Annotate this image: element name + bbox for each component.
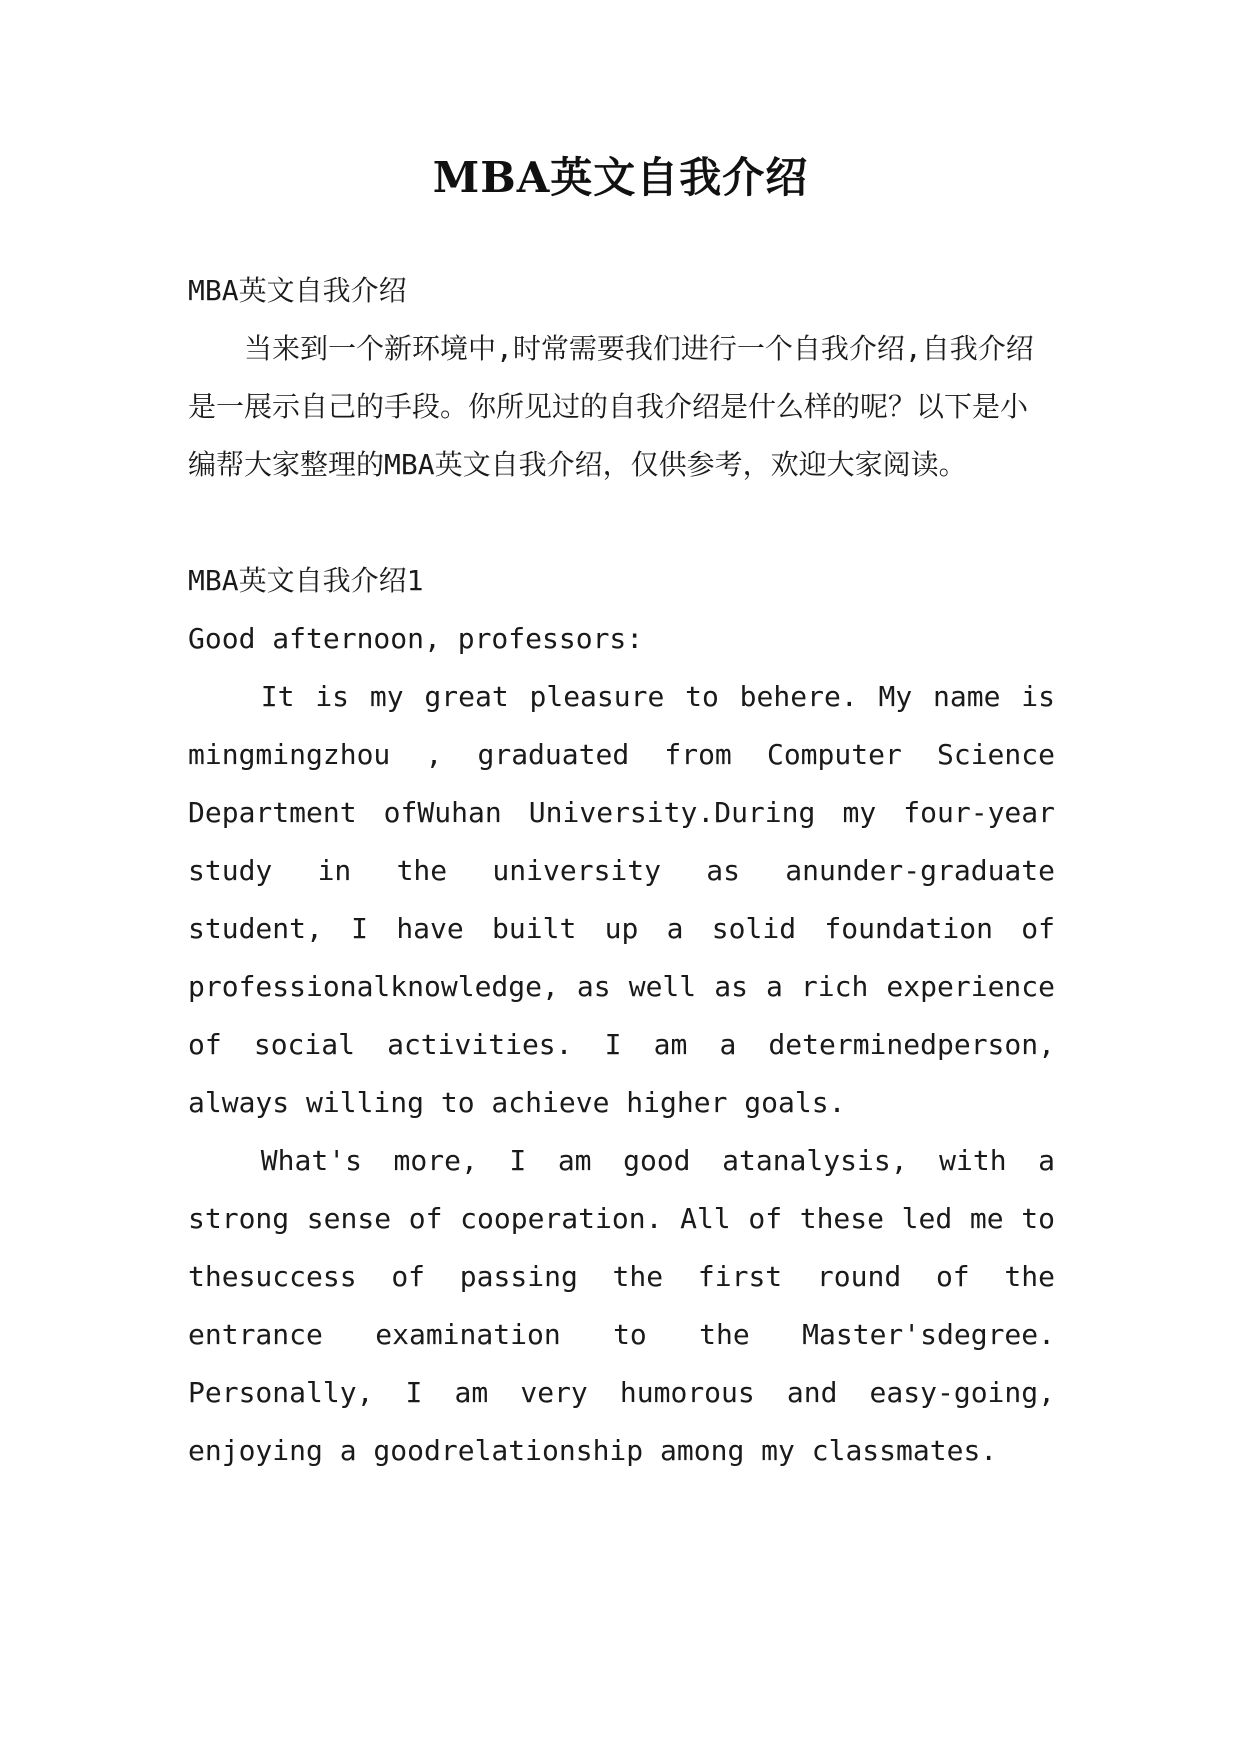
section-heading: MBA英文自我介绍1 (188, 564, 424, 597)
subtitle: MBA英文自我介绍 (188, 274, 407, 307)
greeting-line: Good afternoon, professors: (188, 622, 644, 655)
document-body (188, 262, 1055, 1480)
document-title: MBA英文自我介绍 (432, 153, 809, 202)
spacer (188, 494, 1055, 552)
paragraph-1: It is my great pleasure to behere. My name is mingmingzhou , graduated from Computer Science Department ofWuhan University.During my four-year study in the university as anunder-graduate student, I have built up a solid foundation of professionalknowledge, as well as a rich experience of social activities. I am a determinedperson, always willing to achieve higher goals. (188, 680, 1055, 1119)
paragraph-2: What's more, I am good atanalysis, with a strong sense of cooperation. All of these led me to thesuccess of passing the first round of the entrance examination to the Master'sdegree. Personally, I am very humorous and easy-going, enjoying a goodrelationship among my classmates. (188, 1144, 1055, 1467)
intro-paragraph: 当来到一个新环境中,时常需要我们进行一个自我介绍,自我介绍是一展示自己的手段。你所见过的自我介绍是什么样的呢？以下是小编帮大家整理的MBA英文自我介绍，仅供参考，欢迎大家阅读。 (188, 332, 1034, 481)
